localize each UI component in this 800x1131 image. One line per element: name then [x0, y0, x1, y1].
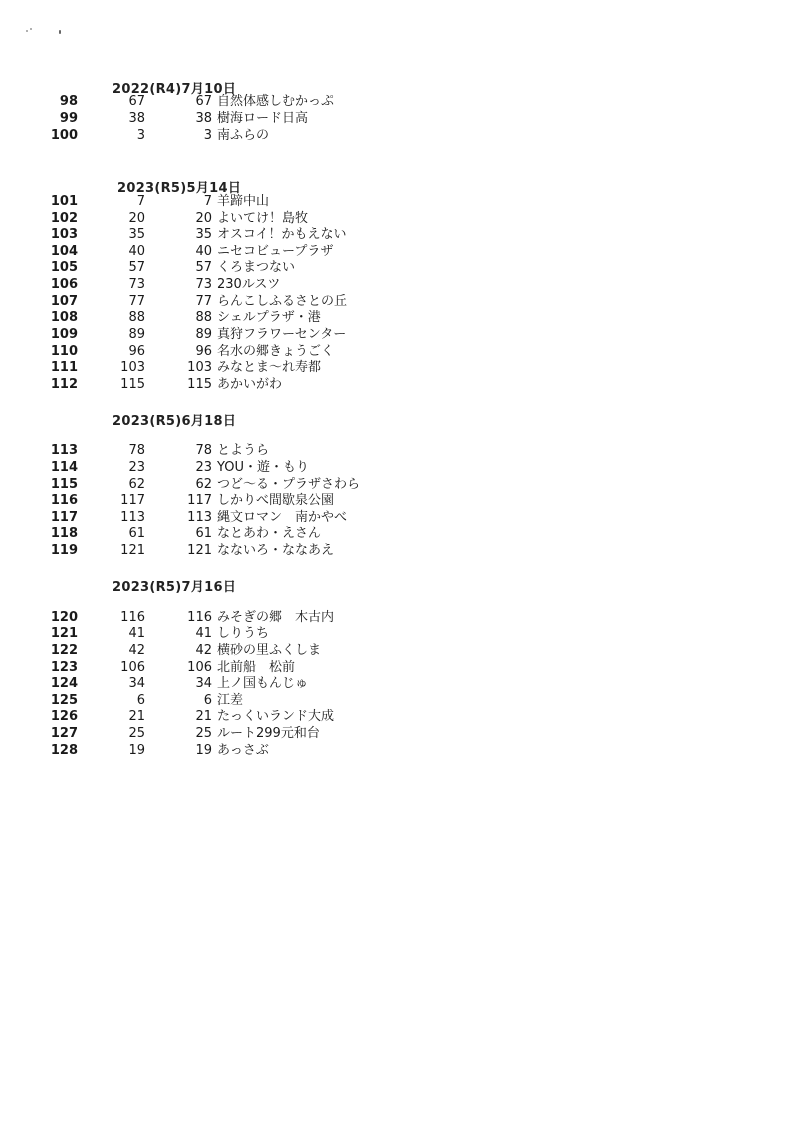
value-a: 6 — [136, 693, 145, 708]
value-b: 67 — [195, 94, 212, 109]
value-b: 117 — [187, 493, 212, 508]
row-number: 103 — [50, 227, 78, 242]
row-number: 112 — [50, 377, 78, 392]
row-number: 114 — [50, 460, 78, 475]
row-number: 106 — [50, 277, 78, 292]
station-name: あっさぶ — [217, 743, 269, 758]
value-a: 117 — [120, 493, 145, 508]
station-name: オスコイ！かもえない — [217, 227, 347, 242]
row-number: 115 — [50, 477, 78, 492]
value-b: 20 — [195, 211, 212, 226]
scan-artifact — [30, 28, 32, 30]
station-name: なないろ・ななあえ — [217, 543, 335, 558]
value-a: 61 — [128, 526, 145, 541]
value-a: 96 — [128, 344, 145, 359]
station-name: くろまつない — [217, 260, 296, 275]
table-row — [0, 360, 800, 377]
row-number: 127 — [50, 726, 78, 741]
value-a: 115 — [120, 377, 145, 392]
table-row — [0, 344, 800, 361]
table-row — [0, 327, 800, 344]
value-a: 78 — [128, 443, 145, 458]
table-row — [0, 194, 800, 211]
table-row — [0, 227, 800, 244]
station-name: よいてけ！島牧 — [217, 211, 309, 226]
value-b: 42 — [195, 643, 212, 658]
value-b: 121 — [187, 543, 212, 558]
table-row — [0, 460, 800, 477]
station-name: たっくいランド大成 — [217, 709, 335, 724]
station-name: 縄文ロマン 南かやべ — [217, 510, 348, 525]
value-b: 96 — [195, 344, 212, 359]
row-number: 107 — [50, 294, 78, 309]
value-a: 41 — [128, 626, 145, 641]
value-a: 21 — [128, 709, 145, 724]
station-name: つど〜る・プラザさわら — [217, 477, 361, 492]
row-number: 122 — [50, 643, 78, 658]
section-date-heading: 2022(R4)7月10日 — [112, 82, 237, 97]
station-name: 樹海ロード日高 — [217, 111, 309, 126]
value-b: 23 — [195, 460, 212, 475]
value-b: 25 — [195, 726, 212, 741]
station-name: 江差 — [217, 693, 244, 708]
station-name: ルート299元和台 — [217, 726, 320, 741]
station-name: みなとま〜れ寿都 — [217, 360, 322, 375]
table-row — [0, 294, 800, 311]
station-name: ニセコビュープラザ — [217, 244, 334, 259]
value-b: 89 — [195, 327, 212, 342]
value-b: 41 — [195, 626, 212, 641]
row-number: 99 — [59, 111, 78, 126]
value-b: 116 — [187, 610, 212, 625]
table-row — [0, 660, 800, 677]
value-b: 3 — [203, 128, 212, 143]
value-b: 7 — [203, 194, 212, 209]
scan-artifact — [59, 30, 61, 34]
value-b: 6 — [203, 693, 212, 708]
value-a: 34 — [128, 676, 145, 691]
value-a: 3 — [136, 128, 145, 143]
value-b: 35 — [195, 227, 212, 242]
row-number: 102 — [50, 211, 78, 226]
value-b: 113 — [187, 510, 212, 525]
value-a: 113 — [120, 510, 145, 525]
station-name: YOU・遊・もり — [217, 460, 309, 475]
value-a: 19 — [128, 743, 145, 758]
row-number: 118 — [50, 526, 78, 541]
row-number: 110 — [50, 344, 78, 359]
station-name: 羊蹄中山 — [217, 194, 270, 209]
value-a: 116 — [120, 610, 145, 625]
table-row — [0, 526, 800, 543]
value-b: 40 — [195, 244, 212, 259]
row-number: 98 — [59, 94, 78, 109]
scan-artifact — [26, 30, 28, 32]
value-a: 42 — [128, 643, 145, 658]
table-row — [0, 676, 800, 693]
table-row — [0, 610, 800, 627]
row-number: 124 — [50, 676, 78, 691]
station-name: 230ルスツ — [217, 277, 281, 292]
section-date-heading: 2023(R5)7月16日 — [112, 580, 237, 595]
value-b: 61 — [195, 526, 212, 541]
station-name: 上ノ国もんじゅ — [217, 676, 309, 691]
station-name: みそぎの郷 木古内 — [217, 610, 335, 625]
value-b: 77 — [195, 294, 212, 309]
value-b: 78 — [195, 443, 212, 458]
value-a: 103 — [120, 360, 145, 375]
station-name: 南ふらの — [217, 128, 270, 143]
row-number: 113 — [50, 443, 78, 458]
value-b: 34 — [195, 676, 212, 691]
value-a: 67 — [128, 94, 145, 109]
station-name: とようら — [217, 443, 270, 458]
table-row — [0, 477, 800, 494]
row-number: 123 — [50, 660, 78, 675]
station-name: しりうち — [217, 626, 270, 641]
table-row — [0, 277, 800, 294]
value-b: 103 — [187, 360, 212, 375]
value-a: 121 — [120, 543, 145, 558]
station-name: あかいがわ — [217, 377, 283, 392]
value-a: 7 — [136, 194, 145, 209]
table-row — [0, 310, 800, 327]
section-date-heading: 2023(R5)5月14日 — [117, 181, 242, 196]
value-a: 73 — [128, 277, 145, 292]
station-name: しかりべ間歇泉公園 — [217, 493, 335, 508]
row-number: 125 — [50, 693, 78, 708]
value-a: 35 — [128, 227, 145, 242]
row-number: 105 — [50, 260, 78, 275]
row-number: 100 — [50, 128, 78, 143]
table-row — [0, 743, 800, 760]
table-row — [0, 443, 800, 460]
value-b: 57 — [195, 260, 212, 275]
row-number: 109 — [50, 327, 78, 342]
value-b: 21 — [195, 709, 212, 724]
station-name: 横砂の里ふくしま — [217, 643, 322, 658]
value-b: 115 — [187, 377, 212, 392]
table-row — [0, 128, 800, 145]
table-row — [0, 510, 800, 527]
station-name: らんこしふるさとの丘 — [217, 294, 348, 309]
station-name: 北前船 松前 — [217, 660, 296, 675]
table-row — [0, 709, 800, 726]
table-row — [0, 94, 800, 111]
value-a: 25 — [128, 726, 145, 741]
value-a: 106 — [120, 660, 145, 675]
row-number: 119 — [50, 543, 78, 558]
table-row — [0, 626, 800, 643]
station-name: 真狩フラワーセンター — [217, 327, 347, 342]
station-name: シェルプラザ・港 — [217, 310, 321, 325]
table-row — [0, 377, 800, 394]
row-number: 104 — [50, 244, 78, 259]
table-row — [0, 693, 800, 710]
value-a: 89 — [128, 327, 145, 342]
table-row — [0, 726, 800, 743]
section-date-heading: 2023(R5)6月18日 — [112, 414, 237, 429]
value-a: 77 — [128, 294, 145, 309]
value-a: 62 — [128, 477, 145, 492]
row-number: 101 — [50, 194, 78, 209]
row-number: 117 — [50, 510, 78, 525]
row-number: 108 — [50, 310, 78, 325]
table-row — [0, 111, 800, 128]
value-a: 40 — [128, 244, 145, 259]
value-b: 62 — [195, 477, 212, 492]
value-b: 106 — [187, 660, 212, 675]
value-b: 88 — [195, 310, 212, 325]
table-row — [0, 643, 800, 660]
station-name: なとあわ・えさん — [217, 526, 322, 541]
row-number: 116 — [50, 493, 78, 508]
value-a: 23 — [128, 460, 145, 475]
value-a: 38 — [128, 111, 145, 126]
row-number: 121 — [50, 626, 78, 641]
value-a: 20 — [128, 211, 145, 226]
table-row — [0, 244, 800, 261]
row-number: 128 — [50, 743, 78, 758]
value-a: 57 — [128, 260, 145, 275]
row-number: 120 — [50, 610, 78, 625]
station-name: 名水の郷きょうごく — [217, 344, 335, 359]
value-b: 73 — [195, 277, 212, 292]
station-name: 自然体感しむかっぷ — [217, 94, 335, 109]
value-b: 19 — [195, 743, 212, 758]
table-row — [0, 211, 800, 228]
row-number: 111 — [50, 360, 78, 375]
table-row — [0, 543, 800, 560]
value-b: 38 — [195, 111, 212, 126]
row-number: 126 — [50, 709, 78, 724]
table-row — [0, 260, 800, 277]
value-a: 88 — [128, 310, 145, 325]
table-row — [0, 493, 800, 510]
